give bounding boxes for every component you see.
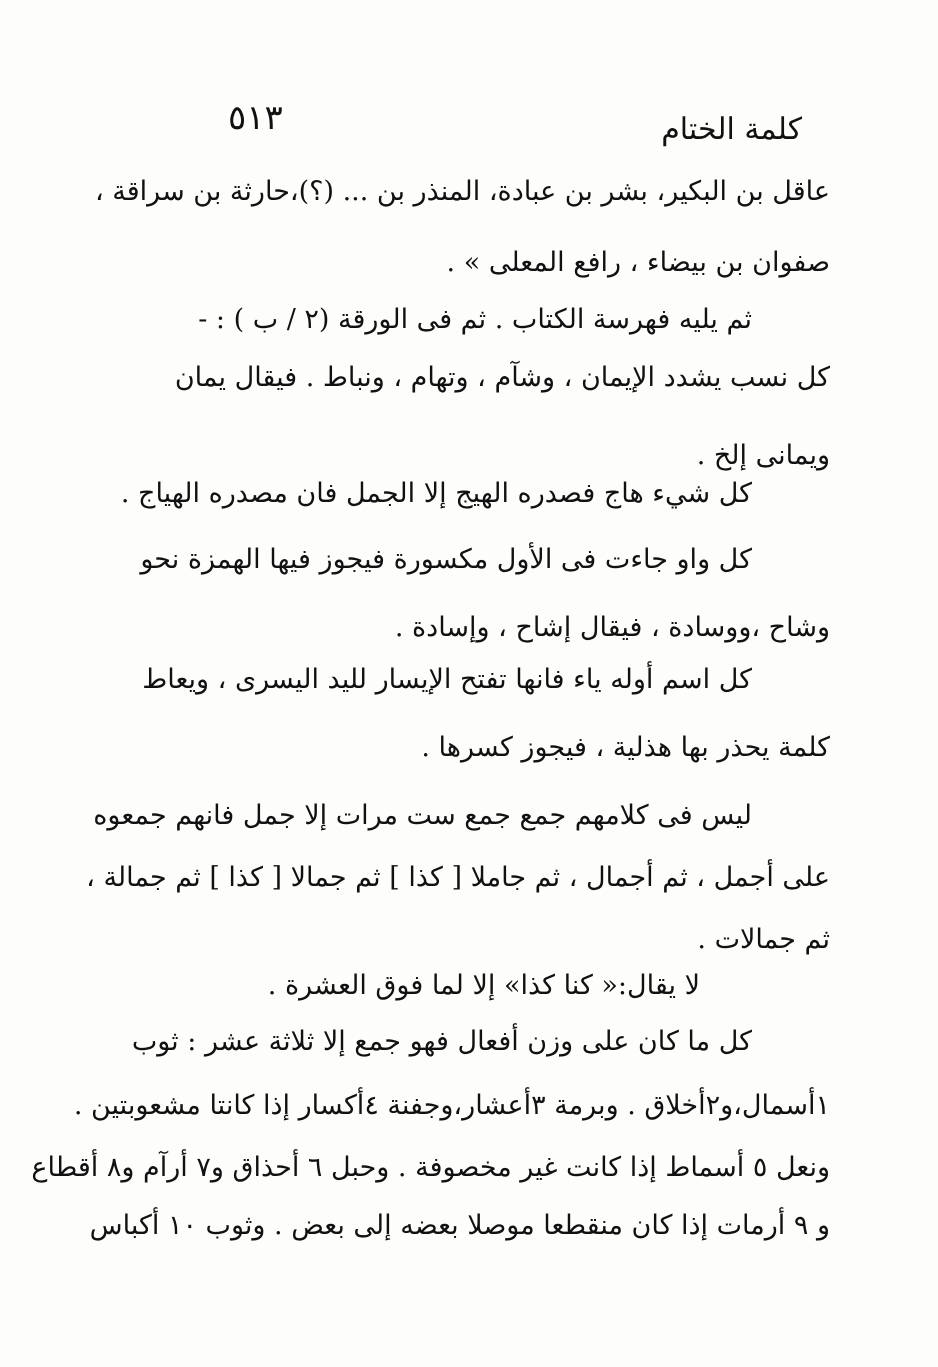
text-line: ونعل ٥ أسماط إذا كانت غير مخصوفة . وحبل ٦ أحذاق و٧ أرآم و٨ أقطاع [31,1152,830,1183]
text-line: كل ما كان على وزن أفعال فهو جمع إلا ثلاثة عشر : ثوب [131,1026,752,1057]
text-line: عاقل بن البكير، بشر بن عبادة، المنذر بن ... (؟)،حارثة بن سراقة ، [95,176,830,207]
text-line: على أجمل ، ثم أجمال ، ثم جاملا [ كذا ] ثم جمالا [ كذا ] ثم جمالة ، [86,862,830,893]
page-number: ٥١٣ [228,98,283,138]
text-line: كل شيء هاج فصدره الهيج إلا الجمل فان مصدره الهياج . [120,478,752,509]
text-line: كل اسم أوله ياء فانها تفتح الإيسار لليد اليسرى ، ويعاط [142,664,752,695]
text-line: كل نسب يشدد الإيمان ، وشآم ، وتهام ، ونباط . فيقال يمان [174,362,830,393]
text-line: ثم جمالات . [697,924,830,955]
text-line: كل واو جاءت فى الأول مكسورة فيجوز فيها الهمزة نحو [140,544,752,575]
text-line: و ٩ أرمات إذا كان منقطعا موصلا بعضه إلى بعض . وثوب ١٠ أكباس [89,1210,830,1241]
text-line: صفوان بن بيضاء ، رافع المعلى » . [446,247,830,278]
text-line: وشاح ،ووسادة ، فيقال إشاح ، وإسادة . [394,612,830,643]
text-line: لا يقال:« كنا كذا» إلا لما فوق العشرة . [267,970,700,1001]
text-line: كلمة يحذر بها هذلية ، فيجوز كسرها . [421,732,830,763]
text-line: ثم يليه فهرسة الكتاب . ثم فى الورقة (٢ / ب ) : - [198,304,752,335]
text-line: ١أسمال،و٢أخلاق . وبرمة ٣أعشار،وجفنة ٤أكسار إذا كانتا مشعوبتين . [73,1090,830,1121]
running-header-title: كلمة الختام [661,112,802,147]
text-line: ويمانى إلخ . [696,440,830,471]
text-line: ليس فى كلامهم جمع جمع ست مرات إلا جمل فانهم جمعوه [93,800,752,831]
